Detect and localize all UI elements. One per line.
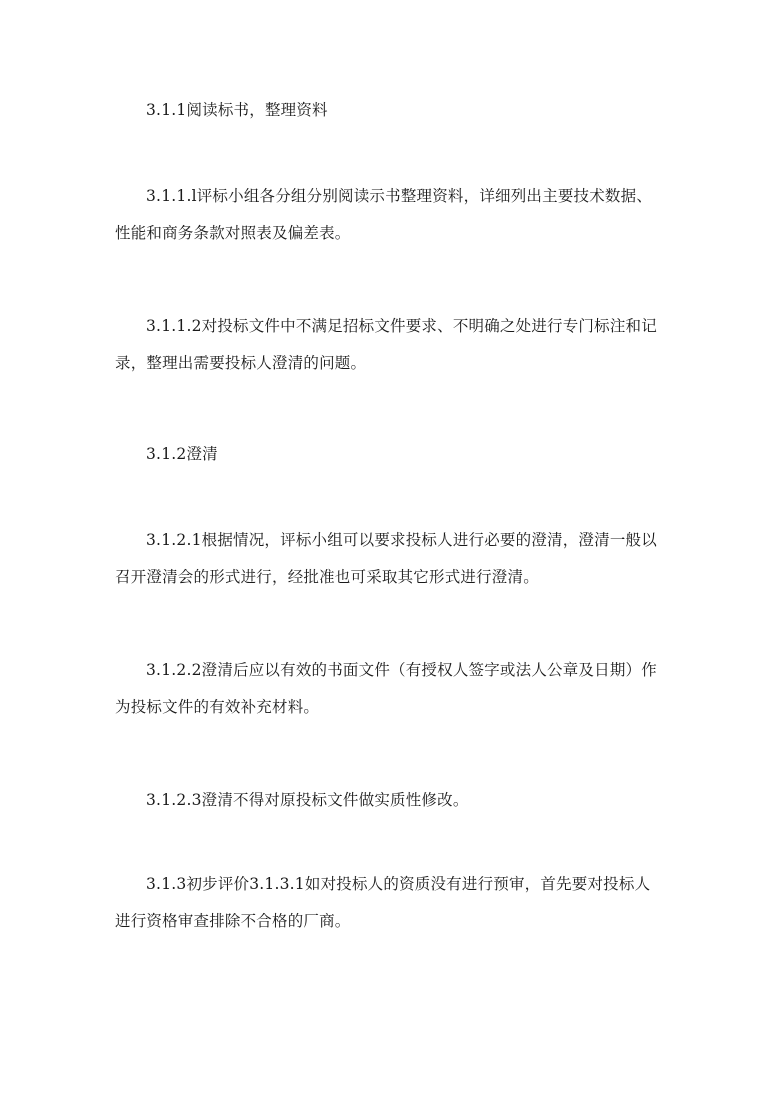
paragraph-3-1-1-1: 3.1.1.l评标小组各分组分别阅读示书整理资料，详细列出主要技术数据、性能和商务条款对照表及偏差表。 [115,187,653,242]
paragraph-3-1-1-2: 3.1.1.2对投标文件中不满足招标文件要求、不明确之处进行专门标注和记录，整理出需要投标人澄清的问题。 [115,317,657,372]
section-heading-3-1-2: 3.1.2澄清 [146,445,218,463]
paragraph-3-1-2-3: 3.1.2.3澄清不得对原投标文件做实质性修改。 [146,791,469,809]
paragraph-3-1-2-2: 3.1.2.2澄清后应以有效的书面文件（有授权人签字或法人公章及日期）作为投标文件的有效补充材料。 [115,661,657,716]
paragraph-3-1-3: 3.1.3初步评价3.1.3.1如对投标人的资质没有进行预审，首先要对投标人进行资格审查排除不合格的厂商。 [115,875,651,930]
paragraph-3-1-2-1: 3.1.2.1根据情况，评标小组可以要求投标人进行必要的澄清，澄清一般以召开澄清会的形式进行，经批准也可采取其它形式进行澄清。 [115,531,657,586]
section-heading-3-1-1: 3.1.1阅读标书，整理资料 [146,101,328,119]
